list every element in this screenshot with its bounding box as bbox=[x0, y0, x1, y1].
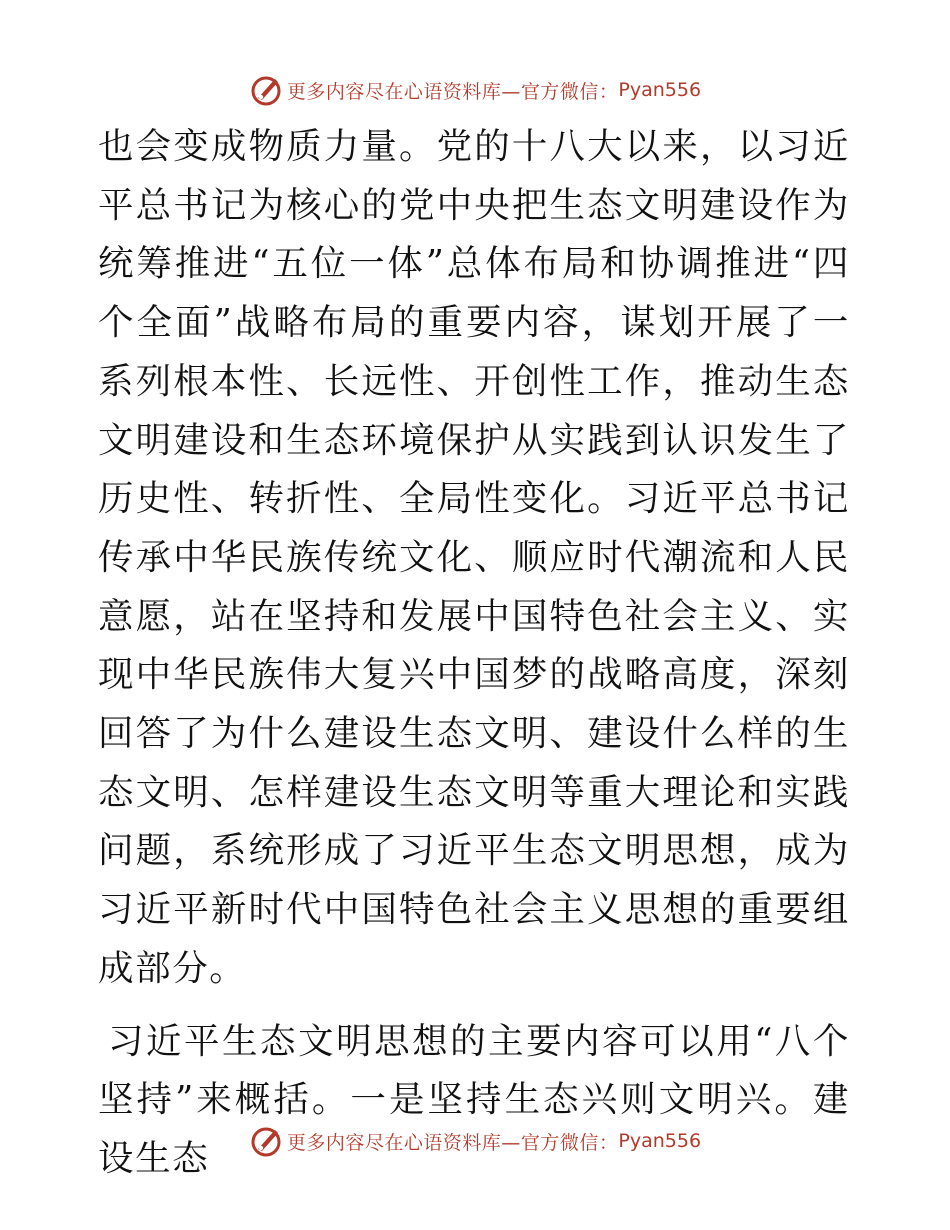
page-footer-banner bbox=[0, 1121, 950, 1161]
header-banner-text: 更多内容尽在心语资料库—官方微信： bbox=[286, 80, 619, 103]
brush-circle-logo-icon bbox=[249, 73, 283, 107]
header-contact-id: Pyan556 bbox=[618, 79, 702, 101]
brush-circle-logo-icon bbox=[249, 1124, 283, 1158]
body-paragraph-2: 习近平生态文明思想的主要内容可以用“八个坚持”来概括。一是坚持生态兴则文明兴。建设生态 bbox=[98, 1020, 850, 1179]
footer-banner-text: 更多内容尽在心语资料库—官方微信： bbox=[286, 1131, 619, 1154]
body-paragraph-1: 也会变成物质力量。党的十八大以来，以习近平总书记为核心的党中央把生态文明建设作为统筹推进“五位一体”总体布局和协调推进“四个全面”战略布局的重要内容，谋划开展了一系列根本性、长远性、开创性工作，推动生态文明建设和生态环境保护从实践到认识发生了历史性、转折性、全局性变化。习近平总书记传承中华民族传统文化、顺应时代潮流和人民意愿，站在坚持和发展中国特色社会主义、实现中华民族伟大复兴中国梦的战略高度，深刻回答了为什么建设生态文明、建设什么样的生态文明、怎样建设生态文明等重大理论和实践问题，系统形成了习近平生态文明思想，成为习近平新时代中国特色社会主义思想的重要组成部分。 bbox=[98, 126, 850, 989]
page-header-banner bbox=[0, 70, 950, 110]
document-body bbox=[98, 118, 850, 1189]
footer-contact-id: Pyan556 bbox=[618, 1130, 702, 1152]
